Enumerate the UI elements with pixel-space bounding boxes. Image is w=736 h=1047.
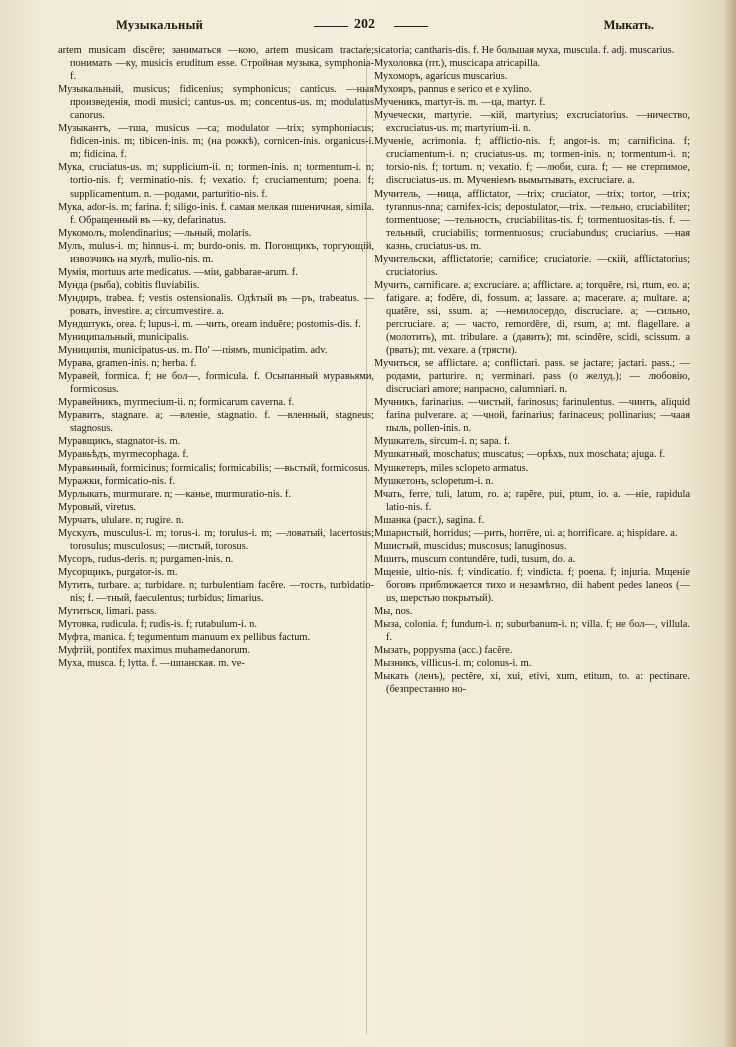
- dictionary-entry: Мученіе, acrimonia. f; afflictio-nis. f; angor-is. m; carnificina. f; cruciamentum-i. n; cruciatus-us. m; tormen-inis. n; tormentum-i. n; torsio-nis. f; tortum. n; vexatio. f; —люби, cura. f; — не стерпимое, discruciatus-us. m. Мученіемъ вымытывать, excruciare. a.: [374, 136, 690, 187]
- dictionary-entry: Мучиться, se afflictare. a; conflictari. pass. se jactare; jactari. pass.; —родами, parturire. n; verminari. pass (о желуд.); — любовію, discruciari amore; напрасно, calumniari. n.: [374, 358, 690, 396]
- dictionary-entry: Мыкать (ленъ), pectĕre, xi, xui, etivi, xum, etitum, to. a: pectinare. (безпрестанно но-: [374, 671, 690, 696]
- dictionary-entry: Мучительски, afflictatorie; carnifice; cruciatorie. —скій, afflictatorius; cruciatorius.: [374, 253, 690, 278]
- page-number: 202: [354, 17, 375, 32]
- dictionary-entry: Мурава, gramen-inis. n; herba. f.: [58, 358, 197, 370]
- dictionary-entry: Музыкантъ, —тша, musicus —ca; modulator —trix; symphoniacus; fidicen-inis. m; tibicen-inis. m; (на рожкѣ), cornicen-inis. organicus-i. m; fidicina. f.: [58, 123, 374, 161]
- dictionary-entry: Мутовка, rudicula. f; rudis-is. f; rutabulum-i. n.: [58, 619, 257, 631]
- running-head-left: Музыкальный: [116, 18, 204, 32]
- dictionary-entry: Муниципія, municipatus-us. m. По' —піямъ, municipatim. adv.: [58, 345, 328, 357]
- dictionary-entry: Муражки, formicatio-nis. f.: [58, 475, 176, 487]
- dictionary-entry: Муха, musca. f; lytta. f. —шпанская. m. ve-: [58, 658, 245, 670]
- dictionary-entry: Мушкатель, sircum-i. n; sapa. f.: [374, 436, 510, 448]
- dictionary-entry: Мундиръ, trabea. f; vestis ostensionalis. Одѣтый въ —ръ, trabeatus. —ровать, investire. a; circumvestire. a.: [58, 292, 374, 317]
- dictionary-entry: Мумія, mortuus arte medicatus. —міи, gabbarae-arum. f.: [58, 266, 298, 278]
- dictionary-entry: Мусоръ, rudus-deris. n; purgamen-inis. n.: [58, 553, 234, 565]
- dictionary-entry: Мученикъ, martyr-is. m. —ца, martyr. f.: [374, 97, 546, 109]
- dictionary-entry: Мускулъ, musculus-i. m; torus-i. m; torulus-i. m; —ловатый, lacertosus; torosulus; musculosus; —листый, torosus.: [58, 527, 374, 552]
- right-column: [374, 44, 690, 696]
- dictionary-entry: Мыза, colonia. f; fundum-i. n; suburbanum-i. n; villa. f; не бол—, villula. f.: [374, 619, 690, 644]
- dictionary-entry: Мутить, turbare. a; turbidare. n; turbulentiam facĕre. —тость, turbidatio-nis; f. —тный, faeculentus; turbidus; limarius.: [58, 579, 374, 604]
- dictionary-entry: Муравейникъ, myrmecium-ii. n; formicarum caverna. f.: [58, 397, 295, 409]
- dictionary-entry: Муравьиный, formicinus; formicalis; formicabilis; —вьстый, formicosus.: [58, 462, 370, 474]
- dictionary-entry: Мучитель, —ница, afflictator, —trix; cruciator, —trix; tortor, —trix; tyrannus-nna; carnifex-icis; depostulator,—trix. —тельно, cruciabiliter; tormentuose; —тельность, cruciabilitas-tis. f; tormentuositas-tis. f. —тельный, cruciabilis; tormentuosus; cruciabundus; cruciarius. —ная казнь, cruciatus-us. m.: [374, 188, 690, 252]
- dictionary-entry: Мундштукъ, orea. f; lupus-i. m. —чить, oream induĕre; postomis-dis. f.: [58, 318, 361, 330]
- dictionary-entry: Мунда (рыба), cobitis fluviabilis.: [58, 279, 200, 291]
- dictionary-entry: Муфтій, pontifex maximus muhamedanorum.: [58, 645, 251, 657]
- dictionary-entry: Мулъ, mulus-i. m; hinnus-i. m; burdo-onis. m. Погонщикъ, торгующій, извозчикъ на мулѣ, mulio-nis. m.: [58, 240, 374, 265]
- dictionary-entry: Мчать, ferre, tuli, latum, ro. a; rapĕre, pui, ptum, io. a. —ніе, rapidula latio-nis. f.: [374, 488, 690, 513]
- page-edge-shadow: [724, 0, 736, 1047]
- dictionary-entry: Мшистый, muscidus; muscosus; lanuginosus.: [374, 540, 567, 552]
- dictionary-entry: Мызникъ, villicus-i. m; colonus-i. m.: [374, 658, 532, 670]
- page-header: [44, 14, 704, 36]
- dictionary-entry: Муровый, viretus.: [58, 501, 137, 513]
- dictionary-entry: Мухоловка (пт.), muscicapa atricapilla.: [374, 58, 541, 70]
- dictionary-entry: Мшанка (раст.), sagina. f.: [374, 514, 485, 526]
- dictionary-entry: Муравщикъ, stagnator-is. m.: [58, 436, 181, 448]
- header-rule-left: [314, 26, 348, 27]
- dictionary-entry: Мукомолъ, molendinarius; —льный, molaris.: [58, 227, 252, 239]
- dictionary-entry: Музыкальный, musicus; fidicenius; symphonicus; canticus. —ныя произведенія, modi musici; cantus-us. m; concentus-us. m; modulatus canorus.: [58, 84, 374, 122]
- dictionary-entry: Мутиться, limari. pass.: [58, 606, 157, 618]
- dictionary-entry: Муравьѣдъ, myrmecophaga. f.: [58, 449, 189, 461]
- dictionary-entry: Муниципальный, municipalis.: [58, 332, 189, 344]
- dictionary-entry: Мщеніе, ultio-nis. f; vindicatio. f; vindicta. f; poena. f; injuria. Мщеніе боговъ приближается тихо и незамѣтно, dii habent pedes laneos (—us, шерстью покрытый).: [374, 566, 690, 604]
- left-column: [58, 44, 374, 670]
- dictionary-entry: artem musicam discĕre; заниматься —кою, artem musicam tractare; понимать —ку, musicis eruditum esse. Стройная музыка, symphonia- f.: [58, 45, 374, 83]
- dictionary-entry: Мусорщикъ, purgator-is. m.: [58, 566, 178, 578]
- dictionary-entry: Мызать, poppysma (acc.) facĕre.: [374, 645, 513, 657]
- dictionary-entry: Мухоморъ, agaricus muscarius.: [374, 71, 508, 83]
- dictionary-entry: Мушкатный, moschatus; muscatus; —орѣхъ, nux moschata; ajuga. f.: [374, 449, 666, 461]
- dictionary-entry: Мушкетонъ, sclopetum-i. n.: [374, 475, 494, 487]
- dictionary-entry: Мухояръ, pannus e serico et e xylino.: [374, 84, 532, 96]
- dictionary-entry: Муфта, manica. f; tegumentum manuum ex pellibus factum.: [58, 632, 311, 644]
- dictionary-entry: Муравить, stagnare. a; —вленіе, stagnatio. f. —вленный, stagneus; stagnosus.: [58, 410, 374, 435]
- dictionary-entry: Мурчать, ululare. n; rugire. n.: [58, 514, 184, 526]
- header-rule-right: [394, 26, 428, 27]
- dictionary-entry: Мушкетеръ, miles sclopeto armatus.: [374, 462, 529, 474]
- running-head-right: Мыкать.: [603, 18, 654, 32]
- dictionary-entry: Мучить, carnificare. a; excruciare. a; afflictare. a; torquēre, rsi, rtum, eo. a; fatigare. a; fodĕre, di, fossum. a; lassare. a; macerare. a; multare. a; quatĕre, ssi, ssum. a; —немилосердо, discruciare. a; —сильно, percruciare. a; — часто, remordēre, di, rsum, a; mt. flagellare. a (молотить), mt. tribulare. a (давить); mt. scindĕre, scidi, scissum. a (рвать); mt. vexare. a (трясти).: [374, 279, 690, 357]
- dictionary-entry: Мучникъ, farinarius. —чистый, farinosus; farinulentus. —чинть, aliquid farina pulverare. a; —чной, farinarius; farinaceus; pollinarius; —чаая пыль, pollen-inis. n.: [374, 397, 690, 435]
- dictionary-entry: Муравей, formica. f; не бол—, formicula. f. Осыпанный муравьями, formicosus.: [58, 371, 374, 396]
- dictionary-entry: Мы, nos.: [374, 606, 413, 618]
- dictionary-entry: Мшить, muscum contundĕre, tudi, tusum, do. a.: [374, 553, 576, 565]
- column-divider: [366, 44, 367, 1034]
- dictionary-entry: Мшаристый, horridus; —рить, horrēre, ui. a; horrificare. a; hispidare. a.: [374, 527, 678, 539]
- dictionary-entry: Мучечески, martyrie. —кій, martyrius; excruciatorius. —ничество, excruciatus-us. m; martyrium-ii. n.: [374, 110, 690, 135]
- dictionary-entry: Мука, cruciatus-us. m; supplicium-ii. n; tormen-inis. n; tormentum-i. n; tortio-nis. f; verminatio-nis. f; vexatio. f; cruciamentum; poena. f; supplicamentum. n. —родами, parturitio-nis. f.: [58, 162, 374, 200]
- dictionary-entry: Мурлыкать, murmurare. n; —канье, murmuratio-nis. f.: [58, 488, 292, 500]
- dictionary-entry: sicatoria; cantharis-dis. f. Не большая муха, muscula. f. adj. muscarius.: [374, 45, 675, 56]
- dictionary-entry: Мука, ador-is. m; farina. f; siligo-inis. f. самая мелкая пшеничная, simila. f. Обращенный въ —ку, defarinatus.: [58, 201, 374, 226]
